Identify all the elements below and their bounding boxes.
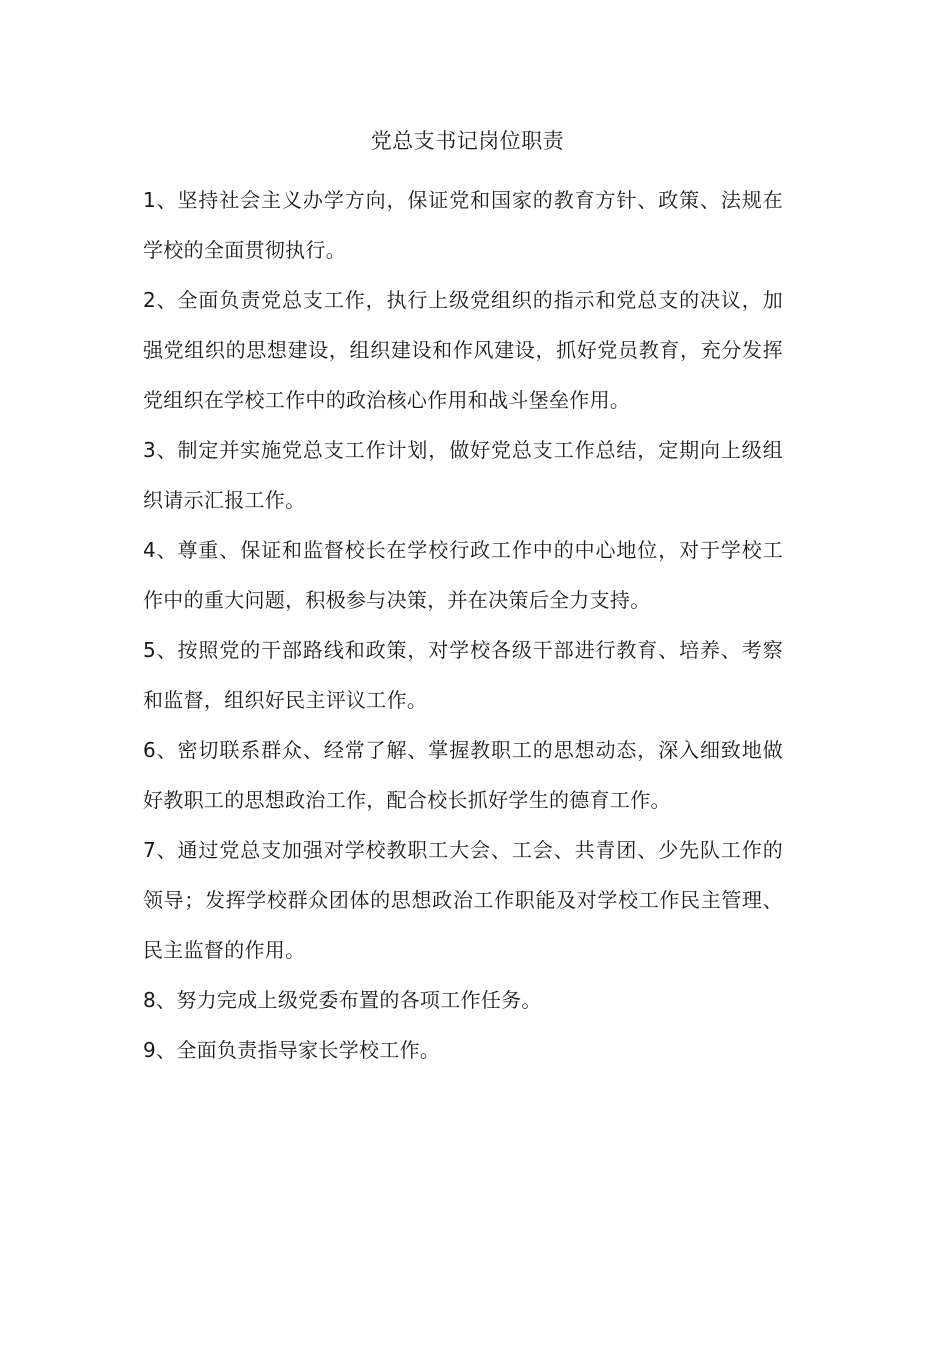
duty-item: 9、全面负责指导家长学校工作。 <box>143 1038 441 1062</box>
duty-item: 2、全面负责党总支工作，执行上级党组织的指示和党总支的决议，加强党组织的思想建设，组织建设和作风建设，抓好党员教育，充分发挥党组织在学校工作中的政治核心作用和战斗堡垒作用。 <box>143 288 783 412</box>
duty-item: 5、按照党的干部路线和政策，对学校各级干部进行教育、培养、考察和监督，组织好民主评议工作。 <box>143 638 783 712</box>
duty-item: 3、制定并实施党总支工作计划，做好党总支工作总结，定期向上级组织请示汇报工作。 <box>143 438 783 512</box>
duty-list <box>143 175 783 1075</box>
duty-item: 6、密切联系群众、经常了解、掌握教职工的思想动态，深入细致地做好教职工的思想政治工作，配合校长抓好学生的德育工作。 <box>143 738 783 812</box>
duty-item: 7、通过党总支加强对学校教职工大会、工会、共青团、少先队工作的领导；发挥学校群众团体的思想政治工作职能及对学校工作民主管理、民主监督的作用。 <box>143 838 783 962</box>
duty-item: 8、努力完成上级党委布置的各项工作任务。 <box>143 988 542 1012</box>
duty-item: 4、尊重、保证和监督校长在学校行政工作中的中心地位，对于学校工作中的重大问题，积极参与决策，并在决策后全力支持。 <box>143 538 783 612</box>
document-title: 党总支书记岗位职责 <box>370 129 565 153</box>
duty-item: 1、坚持社会主义办学方向，保证党和国家的教育方针、政策、法规在学校的全面贯彻执行。 <box>143 188 783 262</box>
